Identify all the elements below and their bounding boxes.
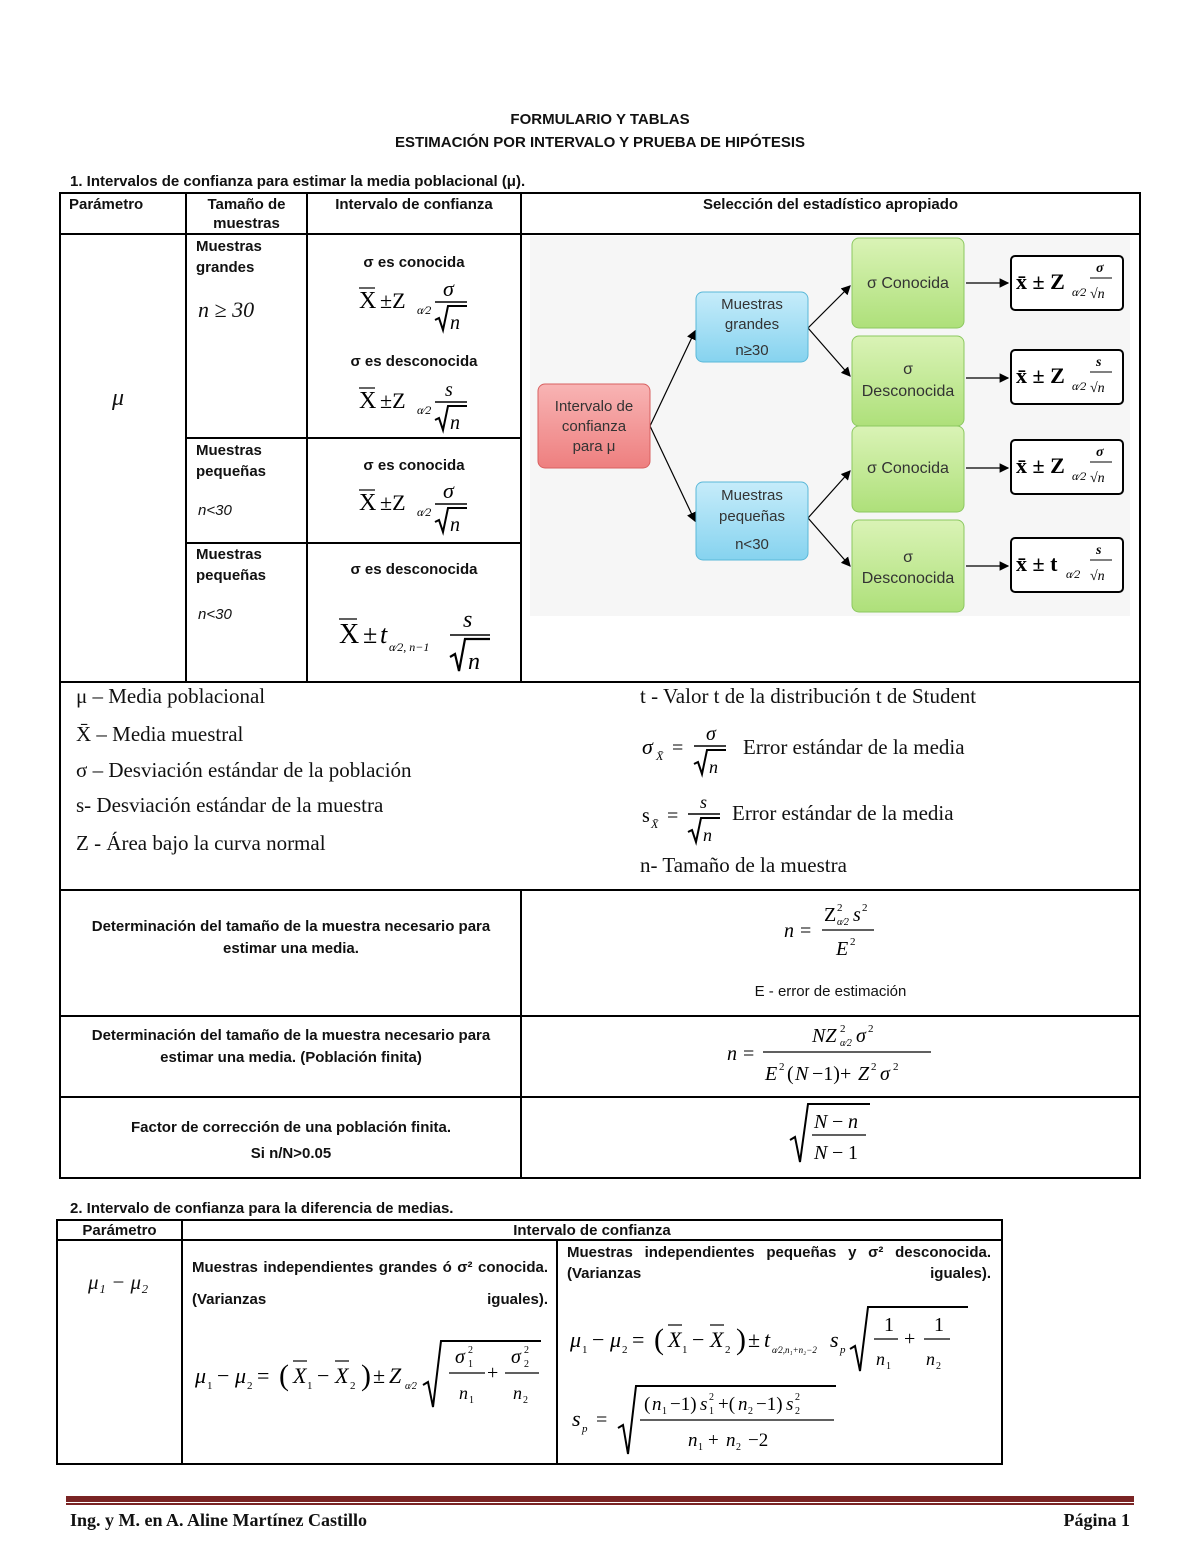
def-mu: μ – Media poblacional [76, 684, 266, 708]
svg-text:1: 1 [934, 1314, 944, 1336]
svg-text:grandes: grandes [724, 316, 780, 333]
svg-text:√n: √n [1090, 569, 1105, 584]
svg-text:−2: −2 [748, 1430, 769, 1451]
svg-text:1: 1 [469, 1395, 474, 1406]
svg-text:σ: σ [1096, 445, 1104, 460]
formula-correction [786, 1100, 876, 1170]
svg-text:α⁄2: α⁄2 [837, 917, 849, 928]
svg-text:n: n [703, 825, 712, 845]
s2-col-header-intervalo: Intervalo de confianza [513, 1222, 671, 1239]
svg-text:s: s [786, 1394, 794, 1415]
svg-text:2: 2 [837, 902, 843, 914]
def-s: s- Desviación estándar de la muestra [76, 793, 384, 817]
svg-text:α⁄2: α⁄2 [1066, 567, 1081, 581]
svg-text:2: 2 [524, 1359, 529, 1370]
svg-text:σ: σ [511, 1346, 521, 1368]
svg-text:Desconocida: Desconocida [861, 570, 955, 587]
svg-text:±: ± [748, 1327, 761, 1352]
svg-text:n: n [450, 514, 460, 536]
svg-text:α⁄2: α⁄2 [840, 1038, 852, 1049]
sample-size-label: Determinación del tamaño de la muestra necesario para estimar una media. [91, 918, 491, 957]
formula-se-sigma [640, 720, 740, 778]
svg-text:s: s [700, 792, 708, 812]
s2-col-header-parametro: Parámetro [82, 1222, 157, 1239]
svg-text:−: − [592, 1327, 605, 1352]
sample-size-finite-label: Determinación del tamaño de la muestra necesario para estimar una media. (Población finita) [91, 1027, 491, 1066]
svg-text:2: 2 [850, 936, 856, 948]
svg-text:1: 1 [307, 1380, 313, 1392]
svg-text:2: 2 [350, 1380, 356, 1392]
svg-text:α⁄2: α⁄2 [1072, 285, 1087, 299]
svg-text:=: = [667, 805, 679, 827]
svg-text:−: − [317, 1363, 330, 1388]
svg-text:±Z: ±Z [380, 490, 406, 515]
svg-text:x̄ ± t: x̄ ± t [1016, 551, 1058, 576]
case-small-text: Muestras independientes pequeñas y σ² desconocida. (Varianzas iguales). [567, 1244, 991, 1282]
svg-text:2: 2 [468, 1345, 473, 1356]
svg-text:2: 2 [709, 1392, 714, 1403]
svg-text:Z: Z [389, 1363, 402, 1388]
def-t: t - Valor t de la distribución t de Student [640, 684, 977, 708]
svg-text:=: = [632, 1327, 645, 1352]
footer-rule [66, 1496, 1134, 1502]
svg-text:(: ( [654, 1323, 664, 1356]
document-title: FORMULARIO Y TABLAS [510, 111, 690, 128]
svg-text:2: 2 [840, 1023, 846, 1035]
svg-text:n: n [926, 1349, 935, 1369]
svg-text:σ: σ [642, 734, 653, 759]
svg-text:X̄: X̄ [651, 817, 659, 831]
svg-text:Muestras: Muestras [721, 296, 783, 313]
section1-title: 1. Intervalos de confianza para estimar la media poblacional (μ). [70, 173, 526, 190]
svg-text:σ: σ [706, 723, 716, 745]
svg-text:(: ( [787, 1063, 794, 1085]
svg-text:n: n [450, 412, 460, 434]
svg-text:X: X [359, 288, 377, 314]
svg-text:1: 1 [207, 1380, 213, 1392]
svg-text:1: 1 [848, 1142, 858, 1164]
formula-z-sigma-1 [355, 276, 485, 336]
formula-pooled-sd [568, 1382, 848, 1458]
formula-sample-size-finite [725, 1018, 940, 1088]
svg-text:α⁄2, n−1: α⁄2, n−1 [389, 640, 430, 654]
svg-text:√n: √n [1090, 381, 1105, 396]
svg-text:=: = [743, 1043, 755, 1065]
def-z: Z - Área bajo la curva normal [76, 831, 326, 855]
svg-text:α⁄2: α⁄2 [405, 1381, 417, 1392]
svg-text:s: s [700, 1394, 708, 1415]
svg-text:X: X [339, 619, 360, 650]
svg-text:Muestras: Muestras [721, 487, 783, 504]
svg-text:+: + [904, 1328, 916, 1350]
svg-text:n: n [513, 1383, 522, 1403]
svg-text:α⁄2: α⁄2 [1072, 379, 1087, 393]
svg-text:N: N [814, 1142, 828, 1164]
svg-text:1: 1 [886, 1361, 891, 1372]
svg-text:X: X [668, 1327, 682, 1352]
svg-text:s: s [445, 379, 453, 401]
svg-text:s: s [1096, 543, 1102, 558]
svg-text:n: n [688, 1430, 698, 1451]
svg-text:E: E [836, 938, 849, 960]
svg-text:−: − [832, 1111, 844, 1133]
svg-text:σ: σ [903, 361, 913, 378]
sigma-unknown-label-2: σ es desconocida [350, 561, 478, 578]
svg-text:n: n [784, 920, 794, 942]
svg-text:N: N [814, 1111, 828, 1133]
correction-label: Factor de corrección de una población finita. [130, 1119, 452, 1136]
svg-text:): ) [736, 1323, 746, 1356]
svg-text:x̄ ± Z: x̄ ± Z [1016, 363, 1065, 388]
svg-text:X: X [293, 1363, 307, 1388]
svg-text:s: s [830, 1327, 839, 1352]
size-label-large: Muestras grandes [196, 238, 262, 276]
section2-title: 2. Intervalo de confianza para la diferencia de medias. [70, 1200, 454, 1217]
svg-text:pequeñas: pequeñas [719, 508, 785, 525]
svg-text:N: N [795, 1063, 809, 1085]
svg-text:−1): −1) [670, 1394, 697, 1415]
size-cond-small-1: n<30 [198, 502, 232, 519]
svg-text:σ: σ [903, 549, 913, 566]
svg-text:2: 2 [795, 1392, 800, 1403]
svg-text:−: − [217, 1363, 230, 1388]
svg-text:−1): −1) [756, 1394, 783, 1415]
svg-text:2: 2 [523, 1395, 528, 1406]
formula-diff-large [193, 1335, 548, 1415]
document-subtitle: ESTIMACIÓN POR INTERVALO Y PRUEBA DE HIPÓTESIS [394, 134, 806, 151]
svg-text:n: n [468, 649, 480, 675]
svg-text:+: + [708, 1430, 719, 1451]
svg-text:t: t [764, 1327, 771, 1352]
svg-text:√n: √n [1090, 287, 1105, 302]
svg-text:2: 2 [868, 1023, 874, 1035]
svg-text:2: 2 [524, 1345, 529, 1356]
svg-text:+: + [487, 1362, 499, 1384]
svg-text:t: t [380, 620, 388, 649]
svg-text:Intervalo de: Intervalo de [554, 398, 634, 415]
svg-text:n: n [459, 1383, 468, 1403]
svg-text:2: 2 [725, 1344, 731, 1356]
formula-t-s [335, 605, 505, 677]
correction-cond: Si n/N>0.05 [250, 1145, 332, 1162]
svg-text:confianza: confianza [561, 418, 627, 435]
svg-text:): ) [361, 1359, 371, 1392]
svg-text:para μ: para μ [572, 438, 616, 455]
svg-text:−1)+: −1)+ [812, 1063, 852, 1085]
svg-text:2: 2 [936, 1361, 941, 1372]
svg-text:(: ( [279, 1359, 289, 1392]
svg-text:X: X [359, 388, 377, 414]
svg-text:X̄: X̄ [656, 749, 664, 763]
svg-text:1: 1 [884, 1314, 894, 1336]
sigma-known-label-2: σ es conocida [363, 457, 465, 474]
svg-text:2: 2 [795, 1406, 800, 1417]
size-label-small-1: Muestras pequeñas [196, 442, 267, 480]
svg-text:1: 1 [662, 1406, 667, 1417]
formula-se-s [640, 788, 730, 846]
svg-text:n<30: n<30 [735, 536, 769, 553]
svg-text:n: n [738, 1394, 748, 1415]
svg-text:s: s [853, 904, 861, 926]
svg-text:σ: σ [443, 276, 454, 301]
svg-text:Z: Z [824, 904, 837, 926]
def-n: n- Tamaño de la muestra [640, 853, 847, 877]
svg-text:1: 1 [582, 1344, 588, 1356]
svg-text:σ Conocida: σ Conocida [867, 460, 949, 477]
svg-text:√n: √n [1090, 471, 1105, 486]
svg-text:p: p [582, 1423, 588, 1435]
col-header-parametro: Parámetro [69, 196, 144, 213]
svg-text:x̄ ± Z: x̄ ± Z [1016, 269, 1065, 294]
svg-text:μ: μ [235, 1363, 247, 1388]
svg-text:+(: +( [718, 1394, 736, 1415]
svg-text:1: 1 [709, 1406, 714, 1417]
svg-text:±Z: ±Z [380, 288, 406, 313]
svg-text:±: ± [373, 1363, 386, 1388]
formula-sample-size [780, 895, 890, 965]
svg-text:2: 2 [748, 1406, 753, 1417]
col-header-tamano: Tamaño de muestras [207, 196, 286, 232]
formula-z-s-1 [355, 376, 485, 436]
svg-text:2: 2 [247, 1380, 253, 1392]
svg-text:Z: Z [858, 1063, 870, 1085]
svg-text:n: n [876, 1349, 885, 1369]
svg-text:n: n [652, 1394, 662, 1415]
footer-author: Ing. y M. en A. Aline Martínez Castillo [70, 1510, 367, 1530]
svg-text:(: ( [644, 1394, 651, 1415]
svg-text:±: ± [363, 620, 378, 649]
svg-text:X: X [710, 1327, 724, 1352]
svg-text:NZ: NZ [812, 1025, 837, 1047]
def-se-s-text: Error estándar de la media [732, 801, 954, 825]
svg-text:μ: μ [610, 1327, 622, 1352]
sigma-unknown-label: σ es desconocida [350, 353, 478, 370]
svg-text:α⁄2,n₁+n₂−2: α⁄2,n₁+n₂−2 [772, 1345, 817, 1355]
sigma-known-label: σ es conocida [363, 254, 465, 271]
svg-text:2: 2 [736, 1442, 741, 1453]
svg-text:1: 1 [698, 1442, 703, 1453]
svg-text:n: n [727, 1043, 737, 1065]
svg-text:=: = [596, 1409, 608, 1431]
svg-text:s: s [572, 1406, 581, 1431]
svg-text:1: 1 [682, 1344, 688, 1356]
svg-text:σ: σ [880, 1063, 890, 1085]
case-large-text: Muestras independientes grandes ó σ² conocida. (Varianzas iguales). [192, 1259, 548, 1308]
svg-text:α⁄2: α⁄2 [417, 505, 432, 519]
svg-text:−: − [692, 1327, 705, 1352]
svg-text:2: 2 [622, 1344, 628, 1356]
decision-diagram [530, 236, 1130, 616]
svg-text:=: = [672, 737, 684, 759]
svg-text:2: 2 [779, 1061, 785, 1073]
size-cond-large: n ≥ 30 [198, 297, 255, 322]
svg-text:E: E [765, 1063, 778, 1085]
svg-text:Desconocida: Desconocida [861, 383, 955, 400]
def-se-sigma-text: Error estándar de la media [743, 735, 965, 759]
formula-diff-small [568, 1303, 978, 1375]
svg-text:μ: μ [570, 1327, 582, 1352]
svg-text:σ Conocida: σ Conocida [867, 275, 949, 292]
formula-z-sigma-2 [355, 478, 485, 538]
svg-text:s: s [642, 805, 650, 827]
svg-text:s: s [463, 607, 473, 633]
svg-text:σ: σ [856, 1025, 866, 1047]
svg-text:σ: σ [455, 1346, 465, 1368]
svg-text:±Z: ±Z [380, 388, 406, 413]
size-label-small-2: Muestras pequeñas [196, 546, 267, 584]
svg-text:2: 2 [862, 902, 868, 914]
svg-text:=: = [257, 1363, 270, 1388]
svg-text:=: = [800, 920, 812, 942]
svg-text:n: n [848, 1111, 858, 1133]
sample-size-note: E - error de estimación [754, 983, 907, 1000]
s2-param: μ₁ − μ₂ [88, 1270, 149, 1294]
svg-text:α⁄2: α⁄2 [1072, 469, 1087, 483]
svg-text:σ: σ [443, 478, 454, 503]
svg-text:σ: σ [1096, 261, 1104, 276]
col-header-seleccion: Selección del estadístico apropiado [702, 196, 959, 213]
svg-text:α⁄2: α⁄2 [417, 403, 432, 417]
svg-text:n: n [709, 757, 718, 777]
svg-text:s: s [1096, 355, 1102, 370]
svg-text:X: X [359, 490, 377, 516]
svg-text:2: 2 [893, 1061, 899, 1073]
svg-text:n: n [726, 1430, 736, 1451]
svg-text:X: X [335, 1363, 349, 1388]
svg-text:1: 1 [468, 1359, 473, 1370]
footer-page: Página 1 [1063, 1510, 1130, 1530]
svg-text:n: n [450, 312, 460, 334]
svg-text:μ: μ [195, 1363, 207, 1388]
svg-text:α⁄2: α⁄2 [417, 303, 432, 317]
svg-text:p: p [840, 1344, 846, 1356]
svg-text:−: − [832, 1142, 844, 1164]
param-mu: μ [112, 385, 125, 411]
svg-text:2: 2 [871, 1061, 877, 1073]
col-header-intervalo: Intervalo de confianza [335, 196, 493, 213]
size-cond-small-2: n<30 [198, 606, 232, 623]
def-sigma: σ – Desviación estándar de la población [76, 758, 412, 782]
svg-text:x̄ ± Z: x̄ ± Z [1016, 453, 1065, 478]
def-xbar: X̄ – Media muestral [76, 722, 244, 746]
svg-text:n≥30: n≥30 [735, 342, 769, 359]
